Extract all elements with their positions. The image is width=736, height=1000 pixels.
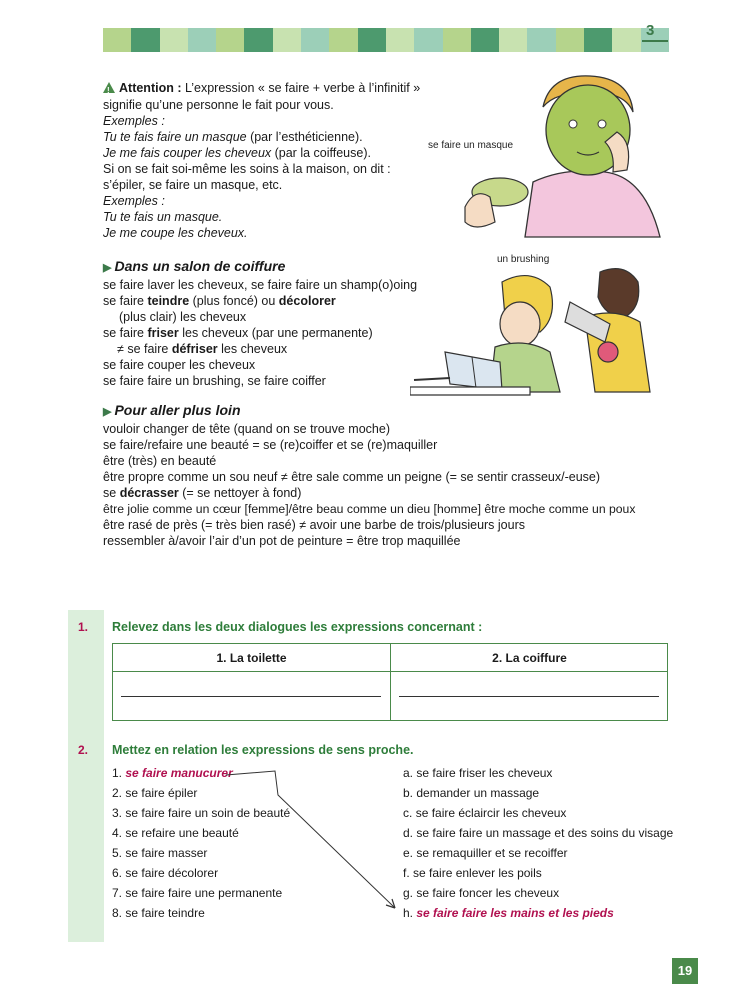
header-bar-square — [612, 28, 640, 52]
header-bar-square — [188, 28, 216, 52]
header-bar-square — [273, 28, 301, 52]
right-item[interactable] — [403, 866, 542, 880]
item-number: 3. — [112, 806, 123, 820]
salon-line-7: se faire faire un brushing, se faire coiffer — [103, 374, 326, 388]
salon-l4a: se faire — [103, 326, 148, 340]
header-bar-square — [584, 28, 612, 52]
salon-line-6: se faire couper les cheveux — [103, 358, 256, 372]
item-letter: d. — [403, 826, 414, 840]
salon-l5a: ≠ se faire — [117, 342, 172, 356]
header-bar-square — [160, 28, 188, 52]
exercise-1-question: Relevez dans les deux dialogues les expressions concernant : — [112, 620, 483, 634]
header-bar-square — [471, 28, 499, 52]
item-number: 1. — [112, 766, 123, 780]
header-bar-square — [386, 28, 414, 52]
salon-l5b: défriser — [171, 342, 218, 356]
item-letter: a. — [403, 766, 414, 780]
item-text: se faire teindre — [125, 906, 205, 920]
salon-line-2 — [103, 293, 336, 309]
examples-label-text: Exemples : — [103, 114, 165, 128]
header-bar-square — [244, 28, 272, 52]
example-4-text: Je me coupe les cheveux. — [103, 226, 248, 240]
item-text: se faire faire les mains et les pieds — [416, 906, 614, 920]
warning-icon — [103, 82, 115, 93]
matching-arrow — [220, 765, 420, 915]
loin-l5a: se — [103, 486, 120, 500]
example-2 — [103, 145, 371, 161]
item-number: 5. — [112, 846, 123, 860]
attention-line-4: s’épiler, se faire un masque, etc. — [103, 178, 283, 192]
exercise-1-number: 1. — [78, 620, 89, 634]
table-header-toilette: 1. La toilette — [216, 651, 287, 665]
example-3-text: Tu te fais un masque. — [103, 210, 223, 224]
header-bar-square — [499, 28, 527, 52]
item-letter: b. — [403, 786, 414, 800]
examples-label-2 — [103, 193, 165, 209]
caption-masque: se faire un masque — [428, 140, 514, 151]
loin-line-3: être (très) en beauté — [103, 454, 217, 468]
item-text: se faire faire une permanente — [125, 886, 283, 900]
example-2-rest: (par la coiffeuse). — [271, 146, 371, 160]
examples-label-1 — [103, 113, 165, 129]
salon-l5c: les cheveux — [217, 342, 288, 356]
right-item[interactable] — [403, 766, 552, 780]
loin-line-1: vouloir changer de tête (quand on se trouve moche) — [103, 422, 390, 436]
item-number: 6. — [112, 866, 123, 880]
item-letter: c. — [403, 806, 413, 820]
right-item[interactable] — [403, 806, 566, 820]
example-1-italic: Tu te fais faire un masque — [103, 130, 247, 144]
item-text: se faire friser les cheveux — [416, 766, 553, 780]
item-text: se refaire une beauté — [125, 826, 239, 840]
item-text: se faire épiler — [125, 786, 198, 800]
item-text: se faire foncer les cheveux — [416, 886, 560, 900]
mask-illustration — [455, 72, 670, 242]
item-letter: g. — [403, 886, 414, 900]
salon-l4b: friser — [147, 326, 179, 340]
header-color-bar — [103, 28, 669, 52]
table-header-coiffure: 2. La coiffure — [492, 651, 567, 665]
loin-title: Pour aller plus loin — [114, 402, 241, 418]
item-text: se faire faire un massage et des soins du visage — [416, 826, 674, 840]
attention-line-1 — [103, 80, 420, 96]
header-bar-square — [131, 28, 159, 52]
loin-line-7: être rasé de près (= très bien rasé) ≠ avoir une barbe de trois/plusieurs jours — [103, 518, 525, 532]
loin-line-4: être propre comme un sou neuf ≠ être sale comme un peigne (= se sentir crasseux/-euse) — [103, 470, 601, 484]
salon-heading — [103, 258, 285, 274]
header-bar-square — [414, 28, 442, 52]
item-text: se faire masser — [125, 846, 208, 860]
salon-line-5 — [103, 341, 287, 357]
examples-label-2-text: Exemples : — [103, 194, 165, 208]
item-number: 7. — [112, 886, 123, 900]
header-bar-square — [103, 28, 131, 52]
right-item[interactable] — [403, 826, 673, 840]
left-item[interactable] — [112, 906, 205, 920]
example-3 — [103, 209, 222, 225]
example-1 — [103, 129, 363, 145]
header-bar-square — [329, 28, 357, 52]
loin-line-8: ressembler à/avoir l’air d’un pot de peinture = être trop maquillée — [103, 534, 461, 548]
item-text: se faire décolorer — [125, 866, 219, 880]
header-bar-square — [443, 28, 471, 52]
right-item[interactable] — [403, 906, 614, 920]
right-item[interactable] — [403, 886, 559, 900]
exercise-2-question: Mettez en relation les expressions de sens proche. — [112, 743, 414, 757]
salon-l2c: (plus foncé) ou — [189, 294, 279, 308]
item-text: se faire éclaircir les cheveux — [415, 806, 567, 820]
salon-l2b: teindre — [147, 294, 190, 308]
loin-line-2: se faire/refaire une beauté = se (re)coiffer et se (re)maquiller — [103, 438, 438, 452]
left-item[interactable] — [112, 786, 197, 800]
item-number: 4. — [112, 826, 123, 840]
brushing-illustration — [410, 262, 672, 398]
salon-title: Dans un salon de coiffure — [114, 258, 286, 274]
item-text: se faire manucurer — [125, 766, 233, 780]
example-1-rest: (par l’esthéticienne). — [246, 130, 363, 144]
exercise-margin-band — [68, 610, 104, 942]
right-item[interactable] — [403, 846, 568, 860]
header-bar-square — [527, 28, 555, 52]
left-item[interactable] — [112, 866, 218, 880]
table-header-line — [113, 671, 667, 672]
salon-l2a: se faire — [103, 294, 148, 308]
answer-line-coiffure[interactable] — [399, 696, 659, 697]
answer-line-toilette[interactable] — [121, 696, 381, 697]
header-bar-square — [556, 28, 584, 52]
loin-heading — [103, 402, 241, 418]
loin-l5c: (= se nettoyer à fond) — [178, 486, 302, 500]
item-text: se faire enlever les poils — [413, 866, 542, 880]
salon-l4c: les cheveux (par une permanente) — [178, 326, 373, 340]
exercise-1-table — [112, 643, 668, 721]
attention-line-3: Si on se fait soi-même les soins à la maison, on dit : — [103, 162, 391, 176]
chapter-underline — [642, 40, 668, 42]
arrow-right-icon: ▶ — [103, 406, 112, 418]
item-letter: e. — [403, 846, 414, 860]
loin-l5b: décrasser — [119, 486, 179, 500]
loin-line-5 — [103, 485, 301, 501]
right-item[interactable] — [403, 786, 539, 800]
attention-label: Attention : — [119, 81, 182, 95]
salon-line-3: (plus clair) les cheveux — [119, 310, 247, 324]
arrow-right-icon: ▶ — [103, 262, 112, 274]
chapter-number: 3 — [646, 22, 655, 39]
exercise-2-number: 2. — [78, 743, 89, 757]
item-text: se remaquiller et se recoiffer — [416, 846, 568, 860]
header-bar-square — [358, 28, 386, 52]
attention-text-1: L’expression « se faire + verbe à l’infinitif » — [181, 81, 421, 95]
item-letter: f. — [403, 866, 410, 880]
header-bar-square — [301, 28, 329, 52]
item-number: 8. — [112, 906, 123, 920]
left-item[interactable] — [112, 846, 207, 860]
salon-l2d: décolorer — [278, 294, 336, 308]
loin-line-6: être jolie comme un cœur [femme]/être beau comme un dieu [homme] être moche comme un poux — [103, 502, 636, 516]
item-text: demander un massage — [416, 786, 540, 800]
item-letter: h. — [403, 906, 414, 920]
header-bar-square — [216, 28, 244, 52]
page-number: 19 — [672, 958, 698, 984]
left-item[interactable] — [112, 766, 233, 780]
item-number: 2. — [112, 786, 123, 800]
caption-brushing: un brushing — [497, 254, 550, 265]
example-2-italic: Je me fais couper les cheveux — [103, 146, 272, 160]
example-4 — [103, 225, 248, 241]
salon-line-1: se faire laver les cheveux, se faire faire un shamp(o)oing — [103, 278, 418, 292]
salon-line-4 — [103, 325, 373, 341]
item-text: se faire faire un soin de beauté — [125, 806, 291, 820]
attention-line-2: signifie qu’une personne le fait pour vous. — [103, 98, 334, 112]
